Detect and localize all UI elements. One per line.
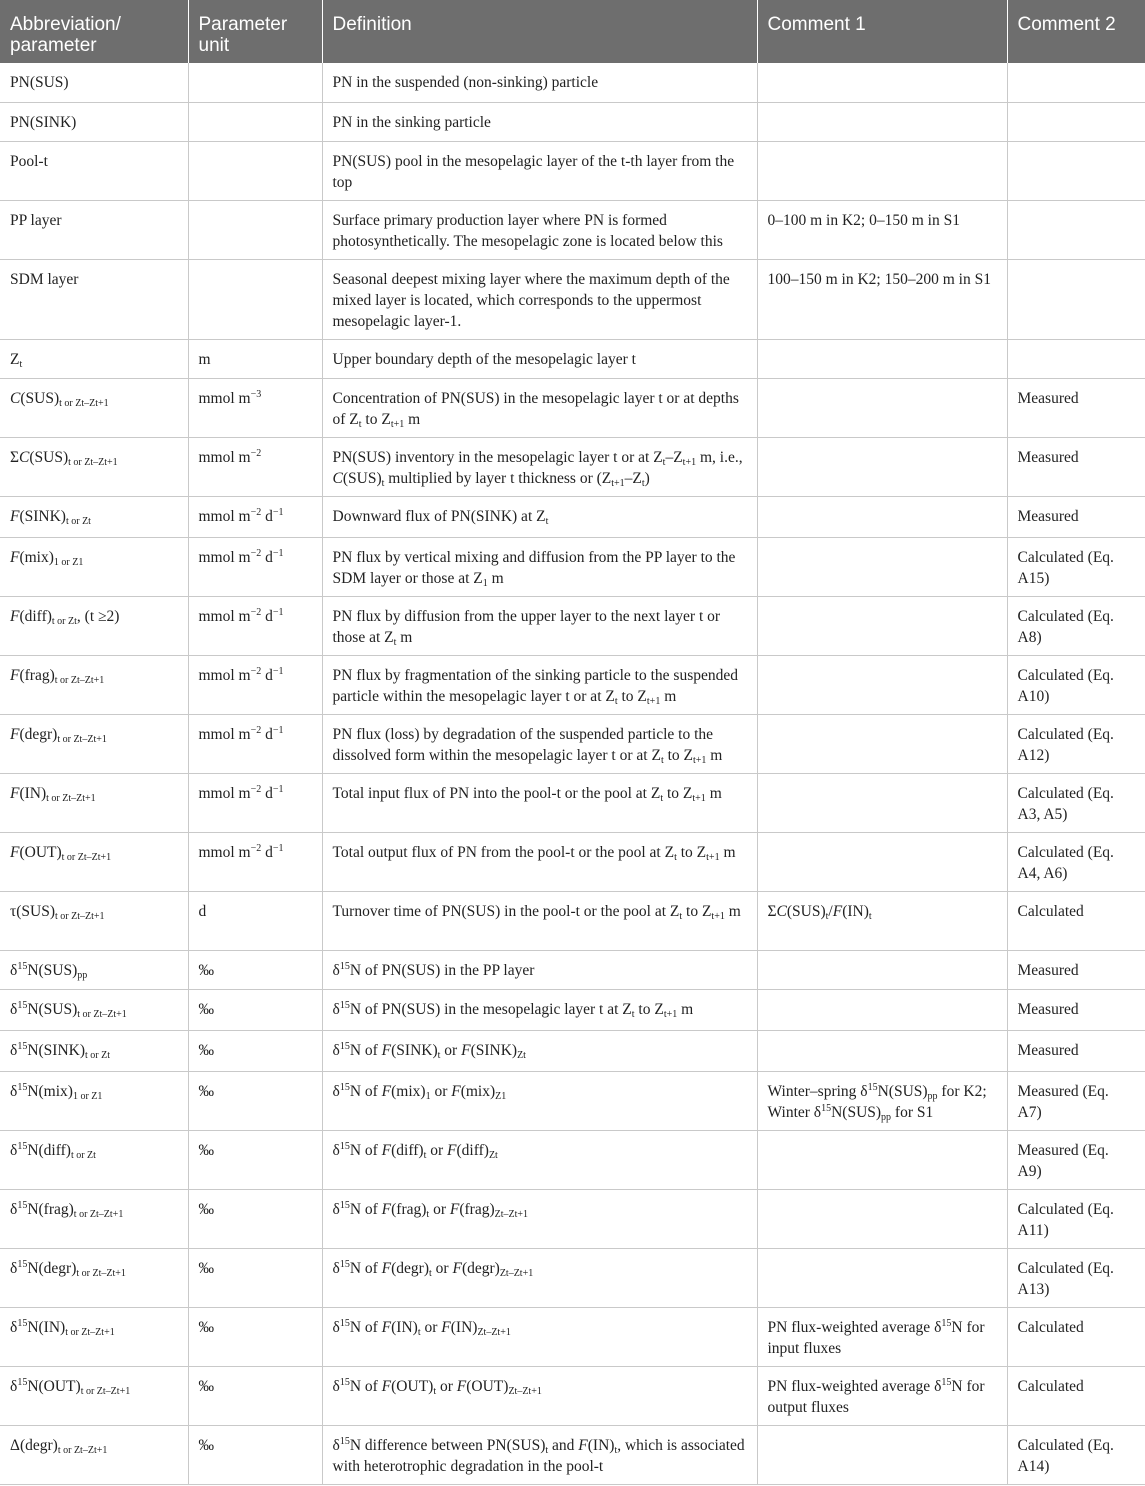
cell-parameter: Δ(degr)t or Zt–Zt+1 bbox=[0, 1425, 188, 1484]
table-row bbox=[0, 773, 1145, 832]
cell-comment-1: 100–150 m in K2; 150–200 m in S1 bbox=[757, 259, 1007, 339]
cell-definition: Seasonal deepest mixing layer where the maximum depth of the mixed layer is located, which corresponds to the uppermost mesopelagic layer-1. bbox=[322, 259, 757, 339]
cell-comment-1 bbox=[757, 773, 1007, 832]
cell-unit bbox=[188, 259, 322, 339]
cell-definition: $\delta^{15}N$ of $F(diff)_t$ or $F(diff)_{Zt}$ bbox=[322, 1130, 757, 1189]
cell-comment-1: Winter–spring $\delta^{15}N(SUS)_{pp}$ for K2; Winter $\delta^{15}N(SUS)_{pp}$ for S1 bbox=[757, 1071, 1007, 1130]
cell-comment-1 bbox=[757, 339, 1007, 378]
cell-comment-2: Calculated (Eq. A4, A6) bbox=[1007, 832, 1145, 891]
cell-definition: Total input flux of PN into the pool-t or the pool at $Z_t$ to $Z_{t+1}$ m bbox=[322, 773, 757, 832]
cell-unit: mmol $m^{-2}$ $d^{-1}$ bbox=[188, 537, 322, 596]
cell-comment-2: Measured bbox=[1007, 950, 1145, 989]
cell-parameter: $\delta^{15}N(frag)t$ or Zt–Zt+1 bbox=[0, 1189, 188, 1248]
cell-unit: mmol $m^{-2}$ $d^{-1}$ bbox=[188, 773, 322, 832]
cell-unit: ‰ bbox=[188, 950, 322, 989]
cell-comment-1 bbox=[757, 1425, 1007, 1484]
cell-definition: $\delta^{15}N$ of $F(degr)_t$ or $F(degr)_{Zt-Zt+1}$ bbox=[322, 1248, 757, 1307]
cell-unit: mmol $m^{-2}$ $d^{-1}$ bbox=[188, 655, 322, 714]
cell-comment-1: PN flux-weighted average $\delta^{15}N$ for input fluxes bbox=[757, 1307, 1007, 1366]
table-row bbox=[0, 596, 1145, 655]
table-row bbox=[0, 102, 1145, 141]
cell-comment-1 bbox=[757, 714, 1007, 773]
cell-parameter: SDM layer bbox=[0, 259, 188, 339]
cell-definition: Concentration of PN(SUS) in the mesopelagic layer t or at depths of $Z_t$ to $Z_{t+1}$ m bbox=[322, 378, 757, 437]
cell-parameter: PN(SUS) bbox=[0, 63, 188, 102]
cell-comment-1 bbox=[757, 1189, 1007, 1248]
cell-definition: $\delta^{15}N$ difference between $PN(SUS)_t$ and $F(IN)_t$, which is associated with heterotrophic degradation in the pool-t bbox=[322, 1425, 757, 1484]
cell-parameter: τ(SUS)t or Zt–Zt+1 bbox=[0, 891, 188, 950]
cell-parameter: F(mix)1 or Z1 bbox=[0, 537, 188, 596]
cell-comment-2: Calculated bbox=[1007, 891, 1145, 950]
table-row bbox=[0, 950, 1145, 989]
cell-comment-2: Calculated (Eq. A3, A5) bbox=[1007, 773, 1145, 832]
cell-comment-1 bbox=[757, 537, 1007, 596]
cell-comment-2: Calculated bbox=[1007, 1366, 1145, 1425]
cell-unit bbox=[188, 63, 322, 102]
cell-parameter: PP layer bbox=[0, 200, 188, 259]
cell-unit: mmol $m^{-2}$ $d^{-1}$ bbox=[188, 714, 322, 773]
cell-unit: d bbox=[188, 891, 322, 950]
cell-parameter: $\delta^{15}N(SINK)t$ or Zt bbox=[0, 1030, 188, 1071]
cell-parameter: Pool-t bbox=[0, 141, 188, 200]
table-row bbox=[0, 141, 1145, 200]
cell-comment-1 bbox=[757, 989, 1007, 1030]
table-row bbox=[0, 1248, 1145, 1307]
cell-comment-2 bbox=[1007, 63, 1145, 102]
cell-comment-2 bbox=[1007, 339, 1145, 378]
cell-parameter: $\delta^{15}N(IN)t$ or Zt–Zt+1 bbox=[0, 1307, 188, 1366]
cell-parameter: F(degr)t or Zt–Zt+1 bbox=[0, 714, 188, 773]
cell-unit bbox=[188, 141, 322, 200]
cell-definition: PN in the suspended (non-sinking) particle bbox=[322, 63, 757, 102]
cell-definition: Surface primary production layer where PN is formed photosynthetically. The mesopelagic zone is located below this bbox=[322, 200, 757, 259]
cell-parameter: $\delta^{15}N(diff)t$ or Zt bbox=[0, 1130, 188, 1189]
cell-comment-2: Calculated (Eq. A15) bbox=[1007, 537, 1145, 596]
header-comment-2: Comment 2 bbox=[1007, 0, 1145, 63]
cell-comment-2: Measured bbox=[1007, 989, 1145, 1030]
cell-comment-1 bbox=[757, 437, 1007, 496]
cell-comment-1 bbox=[757, 655, 1007, 714]
cell-definition: PN(SUS) inventory in the mesopelagic layer t or at $Z_t-Z_{t+1}$ m, i.e., $C(SUS)_t$ multiplied by layer t thickness or $(Z_{t+1}-Z_t)$ bbox=[322, 437, 757, 496]
cell-parameter: $Z_t$ bbox=[0, 339, 188, 378]
cell-definition: $\delta^{15}N$ of PN(SUS) in the PP layer bbox=[322, 950, 757, 989]
cell-unit: m bbox=[188, 339, 322, 378]
cell-comment-1 bbox=[757, 496, 1007, 537]
cell-comment-2 bbox=[1007, 259, 1145, 339]
cell-comment-1 bbox=[757, 63, 1007, 102]
cell-comment-1 bbox=[757, 378, 1007, 437]
cell-definition: Downward flux of PN(SINK) at $Z_t$ bbox=[322, 496, 757, 537]
cell-comment-1: PN flux-weighted average $\delta^{15}N$ for output fluxes bbox=[757, 1366, 1007, 1425]
cell-comment-1: 0–100 m in K2; 0–150 m in S1 bbox=[757, 200, 1007, 259]
table-row bbox=[0, 655, 1145, 714]
cell-comment-2: Calculated (Eq. A12) bbox=[1007, 714, 1145, 773]
table-row bbox=[0, 378, 1145, 437]
table-row bbox=[0, 832, 1145, 891]
cell-comment-1 bbox=[757, 596, 1007, 655]
header-definition: Definition bbox=[322, 0, 757, 63]
header-parameter: Abbreviation/ parameter bbox=[0, 0, 188, 63]
cell-parameter: ΣC(SUS)t or Zt–Zt+1 bbox=[0, 437, 188, 496]
cell-unit bbox=[188, 200, 322, 259]
cell-parameter: $\delta^{15}N(OUT)t$ or Zt–Zt+1 bbox=[0, 1366, 188, 1425]
cell-parameter: C(SUS)t or Zt–Zt+1 bbox=[0, 378, 188, 437]
cell-comment-1 bbox=[757, 950, 1007, 989]
cell-unit: ‰ bbox=[188, 1366, 322, 1425]
cell-unit: mmol $m^{-3}$ bbox=[188, 378, 322, 437]
table-row bbox=[0, 1366, 1145, 1425]
table-row bbox=[0, 437, 1145, 496]
cell-definition: PN flux by vertical mixing and diffusion from the PP layer to the SDM layer or those at $Z_1$ m bbox=[322, 537, 757, 596]
cell-definition: PN in the sinking particle bbox=[322, 102, 757, 141]
cell-comment-1 bbox=[757, 832, 1007, 891]
table-row bbox=[0, 1425, 1145, 1484]
cell-comment-2: Calculated (Eq. A8) bbox=[1007, 596, 1145, 655]
cell-definition: $\delta^{15}N$ of $F(IN)_t$ or $F(IN)_{Zt-Zt+1}$ bbox=[322, 1307, 757, 1366]
cell-definition: Upper boundary depth of the mesopelagic layer t bbox=[322, 339, 757, 378]
table-body bbox=[0, 63, 1145, 1484]
cell-comment-1 bbox=[757, 141, 1007, 200]
cell-unit: mmol $m^{-2}$ bbox=[188, 437, 322, 496]
cell-comment-1 bbox=[757, 1248, 1007, 1307]
cell-parameter: $\delta^{15}N(SUS)t$ or Zt–Zt+1 bbox=[0, 989, 188, 1030]
table-row bbox=[0, 200, 1145, 259]
table-row bbox=[0, 989, 1145, 1030]
cell-comment-2: Measured bbox=[1007, 437, 1145, 496]
cell-comment-2: Calculated (Eq. A10) bbox=[1007, 655, 1145, 714]
cell-parameter: F(IN)t or Zt–Zt+1 bbox=[0, 773, 188, 832]
cell-definition: $\delta^{15}N$ of $F(SINK)_t$ or $F(SINK)_{Zt}$ bbox=[322, 1030, 757, 1071]
cell-unit: mmol $m^{-2}$ $d^{-1}$ bbox=[188, 832, 322, 891]
cell-definition: PN flux (loss) by degradation of the suspended particle to the dissolved form within the mesopelagic layer t or at $Z_t$ to $Z_{t+1}$ m bbox=[322, 714, 757, 773]
cell-comment-1: $\Sigma C(SUS)_t/F(IN)_t$ bbox=[757, 891, 1007, 950]
table-row bbox=[0, 63, 1145, 102]
table-row bbox=[0, 891, 1145, 950]
cell-comment-1 bbox=[757, 102, 1007, 141]
table-row bbox=[0, 1071, 1145, 1130]
cell-unit bbox=[188, 102, 322, 141]
cell-comment-2: Measured (Eq. A7) bbox=[1007, 1071, 1145, 1130]
cell-unit: ‰ bbox=[188, 1130, 322, 1189]
cell-unit: ‰ bbox=[188, 1030, 322, 1071]
cell-definition: $\delta^{15}N$ of $F(frag)_t$ or $F(frag)_{Zt-Zt+1}$ bbox=[322, 1189, 757, 1248]
cell-unit: ‰ bbox=[188, 1425, 322, 1484]
cell-definition: Turnover time of PN(SUS) in the pool-t or the pool at $Z_t$ to $Z_{t+1}$ m bbox=[322, 891, 757, 950]
cell-parameter: $\delta^{15}N(mix)1$ or Z1 bbox=[0, 1071, 188, 1130]
cell-parameter: $\delta^{15}N(degr)t$ or Zt–Zt+1 bbox=[0, 1248, 188, 1307]
cell-comment-2: Measured bbox=[1007, 496, 1145, 537]
cell-definition: PN flux by fragmentation of the sinking particle to the suspended particle within the mesopelagic layer t or at $Z_t$ to $Z_{t+1}$ m bbox=[322, 655, 757, 714]
cell-unit: ‰ bbox=[188, 1248, 322, 1307]
cell-definition: $\delta^{15}N$ of $F(OUT)_t$ or $F(OUT)_{Zt-Zt+1}$ bbox=[322, 1366, 757, 1425]
table-row bbox=[0, 259, 1145, 339]
cell-comment-2: Measured (Eq. A9) bbox=[1007, 1130, 1145, 1189]
cell-parameter: $\delta^{15}N(SUS)_{pp}$ bbox=[0, 950, 188, 989]
cell-unit: mmol $m^{-2}$ $d^{-1}$ bbox=[188, 496, 322, 537]
header-unit: Parameter unit bbox=[188, 0, 322, 63]
table-row bbox=[0, 496, 1145, 537]
cell-definition: Total output flux of PN from the pool-t or the pool at $Z_t$ to $Z_{t+1}$ m bbox=[322, 832, 757, 891]
table-row bbox=[0, 1130, 1145, 1189]
cell-comment-2: Measured bbox=[1007, 1030, 1145, 1071]
cell-comment-2 bbox=[1007, 102, 1145, 141]
cell-definition: PN(SUS) pool in the mesopelagic layer of the t-th layer from the top bbox=[322, 141, 757, 200]
cell-parameter: F(SINK)t or Zt bbox=[0, 496, 188, 537]
cell-parameter: F(OUT)t or Zt–Zt+1 bbox=[0, 832, 188, 891]
cell-comment-1 bbox=[757, 1130, 1007, 1189]
cell-definition: $\delta^{15}N$ of $F(mix)_1$ or $F(mix)_{Z1}$ bbox=[322, 1071, 757, 1130]
table-row bbox=[0, 714, 1145, 773]
header-comment-1: Comment 1 bbox=[757, 0, 1007, 63]
table-row bbox=[0, 537, 1145, 596]
cell-comment-2: Calculated (Eq. A14) bbox=[1007, 1425, 1145, 1484]
cell-unit: ‰ bbox=[188, 1071, 322, 1130]
cell-comment-2: Measured bbox=[1007, 378, 1145, 437]
cell-parameter: F(frag)t or Zt–Zt+1 bbox=[0, 655, 188, 714]
cell-definition: $\delta^{15}N$ of PN(SUS) in the mesopelagic layer t at $Z_t$ to $Z_{t+1}$ m bbox=[322, 989, 757, 1030]
cell-unit: ‰ bbox=[188, 1307, 322, 1366]
cell-parameter: F(diff)t or Zt, (t ≥2) bbox=[0, 596, 188, 655]
header-row bbox=[0, 0, 1145, 63]
table-row bbox=[0, 1189, 1145, 1248]
cell-unit: mmol $m^{-2}$ $d^{-1}$ bbox=[188, 596, 322, 655]
cell-comment-2 bbox=[1007, 141, 1145, 200]
cell-comment-2: Calculated (Eq. A13) bbox=[1007, 1248, 1145, 1307]
cell-comment-1 bbox=[757, 1030, 1007, 1071]
cell-comment-2: Calculated bbox=[1007, 1307, 1145, 1366]
table-row bbox=[0, 339, 1145, 378]
cell-definition: PN flux by diffusion from the upper layer to the next layer t or those at $Z_t$ m bbox=[322, 596, 757, 655]
table-row bbox=[0, 1030, 1145, 1071]
cell-parameter: PN(SINK) bbox=[0, 102, 188, 141]
cell-unit: ‰ bbox=[188, 1189, 322, 1248]
table-row bbox=[0, 1307, 1145, 1366]
cell-comment-2: Calculated (Eq. A11) bbox=[1007, 1189, 1145, 1248]
cell-unit: ‰ bbox=[188, 989, 322, 1030]
cell-comment-2 bbox=[1007, 200, 1145, 259]
